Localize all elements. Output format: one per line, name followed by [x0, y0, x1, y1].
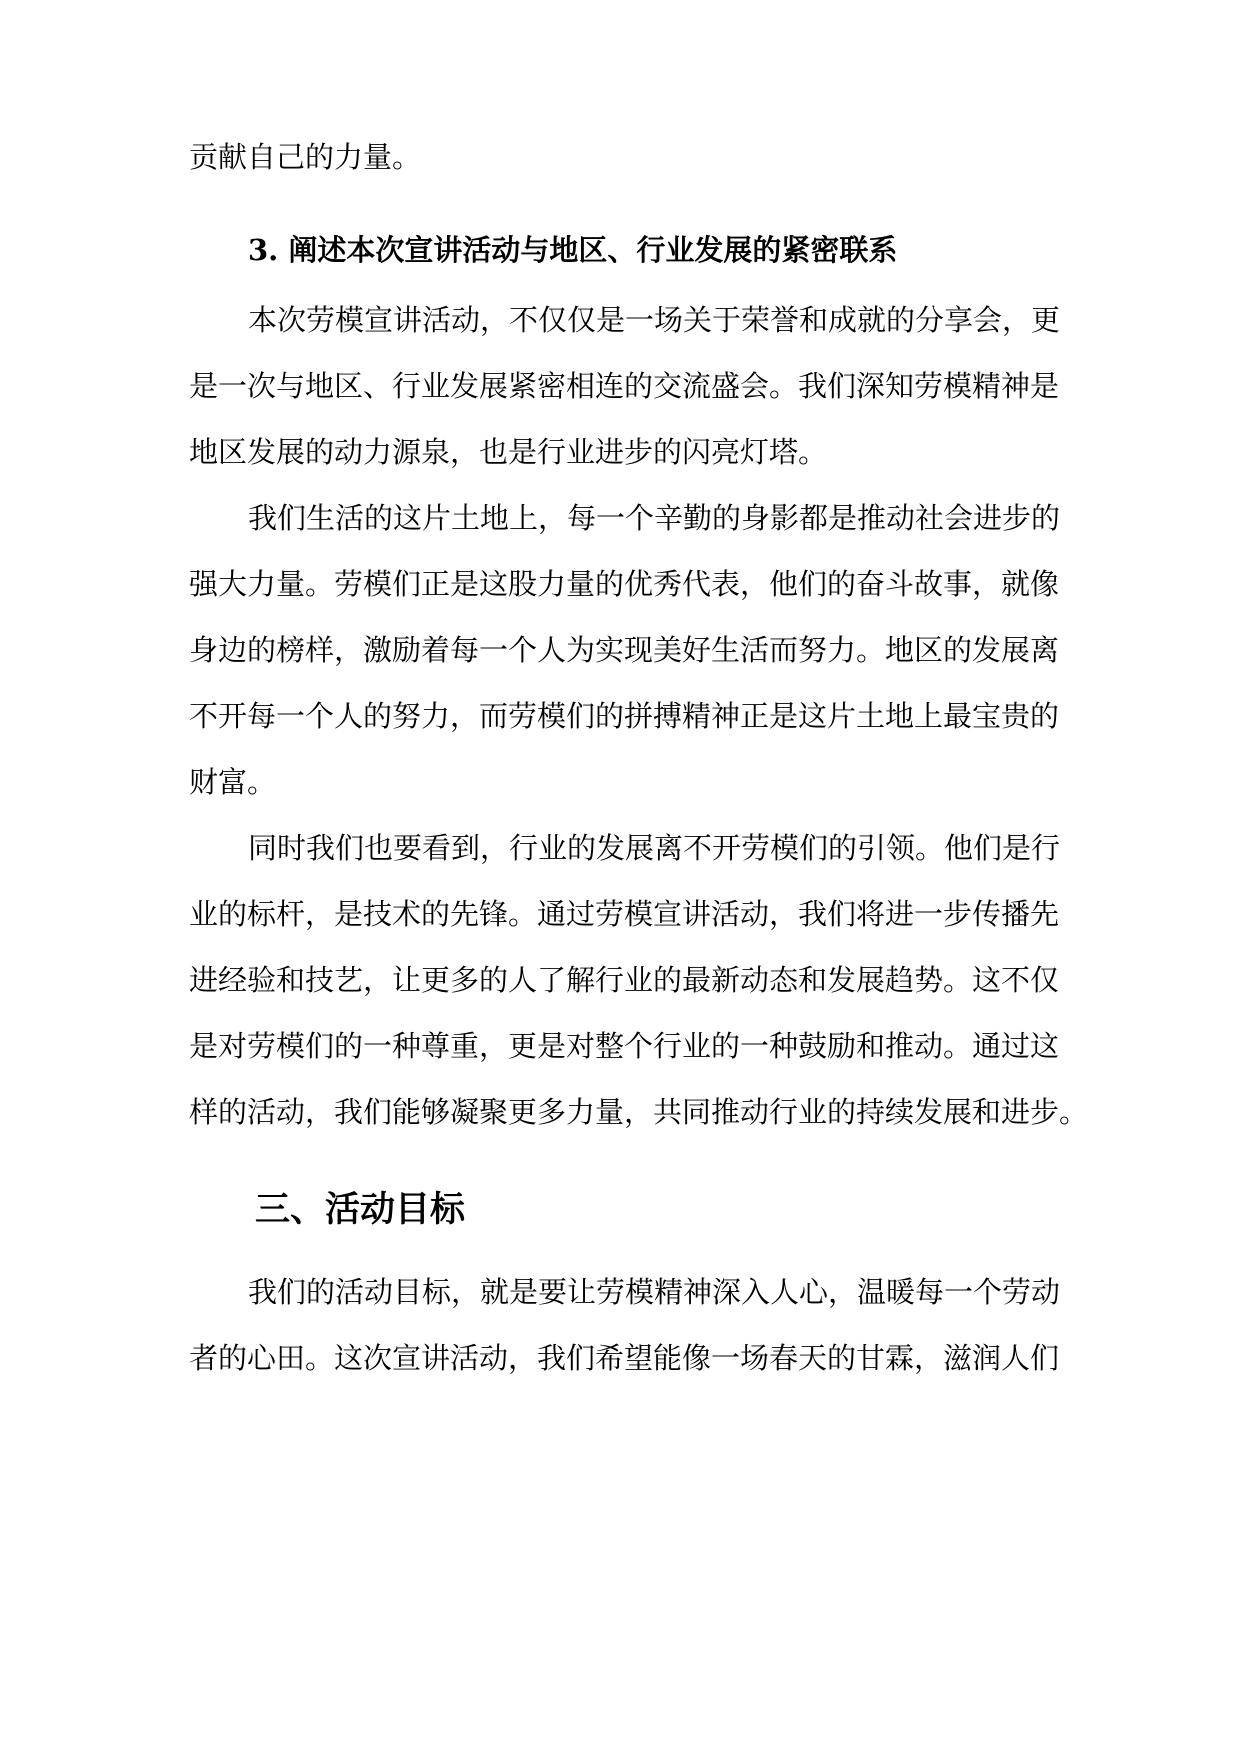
- paragraph-3-line-4: 是对劳模们的一种尊重，更是对整个行业的一种鼓励和推动。通过这: [189, 1029, 1060, 1063]
- paragraph-2-line-2: 强大力量。劳模们正是这股力量的优秀代表，他们的奋斗故事，就像: [189, 567, 1060, 601]
- paragraph-1-line-2: 是一次与地区、行业发展紧密相连的交流盛会。我们深知劳模精神是: [189, 369, 1060, 403]
- paragraph-2-line-3: 身边的榜样，激励着每一个人为实现美好生活而努力。地区的发展离: [189, 633, 1060, 667]
- continuation-line: 贡献自己的力量。: [189, 140, 422, 174]
- paragraph-2-line-5: 财富。: [189, 765, 277, 799]
- paragraph-3-line-3: 进经验和技艺，让更多的人了解行业的最新动态和发展趋势。这不仅: [189, 963, 1060, 997]
- section-heading: 三、活动目标: [255, 1190, 466, 1230]
- paragraph-4-line-1: 我们的活动目标，就是要让劳模精神深入人心，温暖每一个劳动: [248, 1275, 1061, 1309]
- subsection-heading: 3. 阐述本次宣讲活动与地区、行业发展的紧密联系: [248, 233, 898, 267]
- paragraph-1-line-3: 地区发展的动力源泉，也是行业进步的闪亮灯塔。: [189, 435, 828, 469]
- paragraph-4-line-2: 者的心田。这次宣讲活动，我们希望能像一场春天的甘霖，滋润人们: [189, 1341, 1060, 1375]
- paragraph-3-line-1: 同时我们也要看到，行业的发展离不开劳模们的引领。他们是行: [248, 831, 1061, 865]
- paragraph-3-line-5: 样的活动，我们能够凝聚更多力量，共同推动行业的持续发展和进步。: [189, 1095, 1089, 1129]
- paragraph-2-line-4: 不开每一个人的努力，而劳模们的拼搏精神正是这片土地上最宝贵的: [189, 699, 1060, 733]
- paragraph-1-line-1: 本次劳模宣讲活动，不仅仅是一场关于荣誉和成就的分享会，更: [248, 303, 1061, 337]
- paragraph-2-line-1: 我们生活的这片土地上，每一个辛勤的身影都是推动社会进步的: [248, 501, 1061, 535]
- paragraph-3-line-2: 业的标杆，是技术的先锋。通过劳模宣讲活动，我们将进一步传播先: [189, 897, 1060, 931]
